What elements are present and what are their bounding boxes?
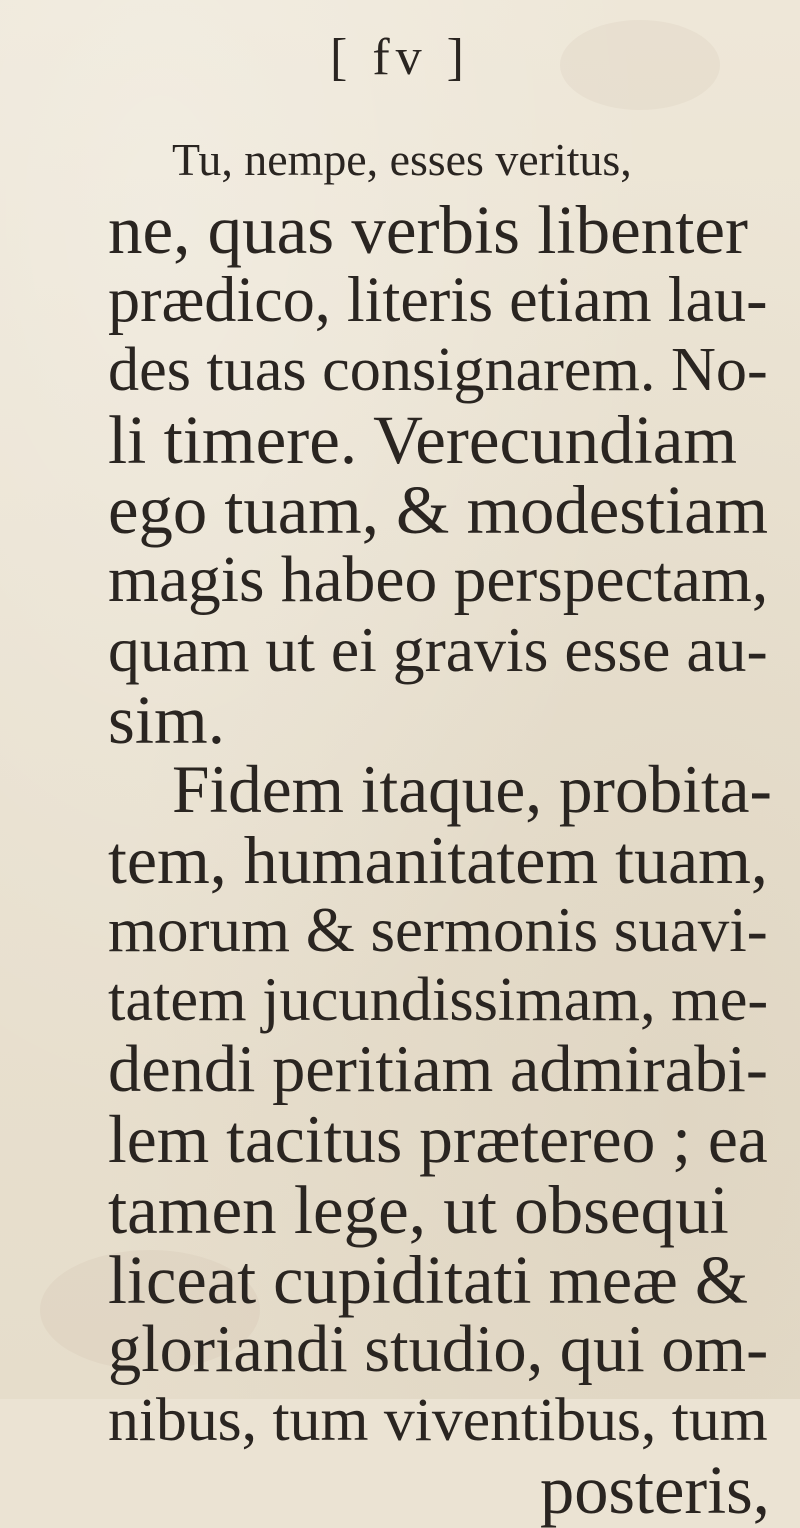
text-line: Fidem itaque, probita- <box>172 752 772 827</box>
text-line: morum & sermonis suavi- <box>108 895 768 965</box>
text-line: posteris, <box>540 1452 770 1528</box>
text-line: magis habeo perspectam, <box>108 544 769 616</box>
text-line: ego tuam, & modestiam <box>108 472 769 548</box>
text-line: des tuas consignarem. No- <box>108 336 768 404</box>
text-line: ne, quas verbis libenter <box>108 192 748 268</box>
text-line: tatem jucundissimam, me- <box>108 965 769 1034</box>
text-line: sim. <box>108 682 225 758</box>
text-line: quam ut ei gravis esse au- <box>108 614 768 685</box>
page-number: [ fv ] <box>330 29 470 86</box>
text-line: lem tacitus prætereo ; ea <box>108 1102 768 1177</box>
text-line: Tu, nempe, esses veritus, <box>172 134 632 185</box>
text-line: nibus, tum viventibus, tum <box>108 1386 768 1454</box>
text-line: li timere. Verecundiam <box>108 402 738 478</box>
text-line: tamen lege, ut obsequi <box>108 1172 729 1248</box>
text-line: dendi peritiam admirabi- <box>108 1033 768 1106</box>
text-line: liceat cupiditati meæ & <box>108 1242 749 1318</box>
text-line: gloriandi studio, qui om- <box>108 1313 769 1386</box>
text-line: prædico, literis etiam lau- <box>108 264 768 335</box>
text-line: tem, humanitatem tuam, <box>108 822 768 898</box>
text-body <box>0 105 800 1528</box>
